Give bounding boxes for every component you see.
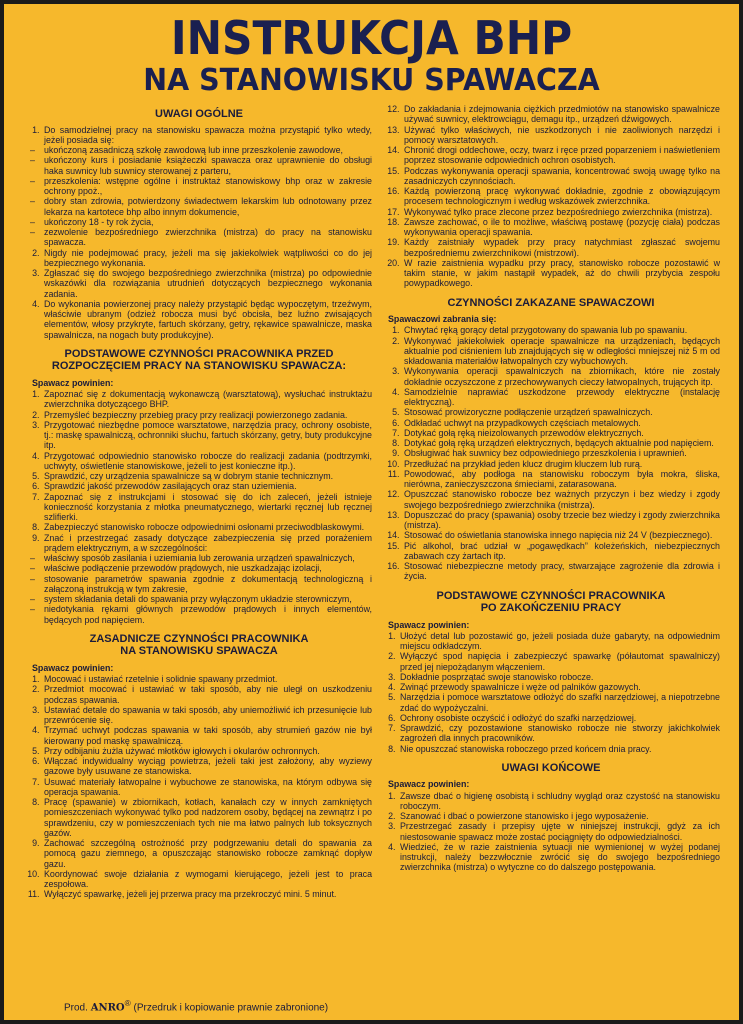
section-lead: Spawaczowi zabrania się: xyxy=(388,314,497,324)
section-heading-general: UWAGI OGÓLNE xyxy=(155,108,243,120)
list-item: 11. Powodować, aby podłoga na stanowisku roboczym była mokra, śliska, nierówna, zanieczyszczona śmieciami, zatarasowana. xyxy=(402,469,720,490)
sublist-item: – ukończony 18 - ty rok życia, xyxy=(42,217,372,227)
list-item: 4. Do wykonania powierzonej pracy należy przystąpić będąc wypoczętym, trzeźwym, właściwie ubranym (odzież robocza musi być obcisła, bez luźno zwisających elementów, włosy przykryte, fartuch skórzany, getry, rękawice spawalnicze, maska spawalnicza, na nogach buty produkcyjne). xyxy=(42,299,372,340)
list-item: 6. Odkładać uchwyt na przypadkowych częściach metalowych. xyxy=(402,418,720,428)
section-heading-after-work: PODSTAWOWE CZYNNOŚCI PRACOWNIKA PO ZAKOŃCZENIU PRACY xyxy=(436,589,666,614)
main-tasks-list-continued xyxy=(382,104,720,289)
list-item: 4. Zwinąć przewody spawalnicze i węże od palników gazowych. xyxy=(398,682,720,692)
main-title: INSTRUKCJA BHP xyxy=(170,11,573,65)
list-item: 14. Stosować do oświetlania stanowiska innego napięcia niż 24 V (bezpiecznego). xyxy=(402,530,720,540)
forbidden-list xyxy=(382,325,720,581)
list-item: 6. Ochrony osobiste oczyścić i odłożyć do szafki narzędziowej. xyxy=(398,713,720,723)
main-tasks-list xyxy=(26,674,372,900)
copyright-note: (Przedruk i kopiowanie prawnie zabronione) xyxy=(133,1002,329,1014)
after-work-list xyxy=(382,631,720,754)
list-item: 15. Pić alkohol, brać udział w „pogawędkach” koleżeńskich, niebezpiecznych zabawach czy żartach itp. xyxy=(402,541,720,562)
list-item: 16. Stosować niebezpieczne metody pracy, stwarzające zagrożenie dla zdrowia i życia. xyxy=(402,561,720,582)
list-item: 16. Każdą powierzoną pracę wykonywać dokładnie, zgodnie z obowiązującym procesem technologicznym i według wskazówek zwierzchnika. xyxy=(402,186,720,207)
section-heading-main-tasks: ZASADNICZE CZYNNOŚCI PRACOWNIKA NA STANOWISKU SPAWACZA xyxy=(89,632,309,658)
list-item: 12. Do zakładania i zdejmowania ciężkich przedmiotów na stanowisko spawalnicze używać suwnicy, elektrowciągu, demagu itp., urządzeń dźwigowych. xyxy=(402,104,720,125)
sublist-item: – właściwy sposób zasilania i uziemiania lub zerowania urządzeń spawalniczych, xyxy=(42,553,372,563)
list-item: 3. Zgłaszać się do swojego bezpośredniego zwierzchnika (mistrza) po odpowiednie wskazówki dla rozwiązania utrudnień dotyczących bezpiecznego wykonania zadania. xyxy=(42,268,372,299)
list-item: 8. Pracę (spawanie) w zbiornikach, kotłach, kanałach czy w innych zamkniętych pomieszczeniach wykonywać tylko pod nadzorem osoby, będącej na zewnątrz i po sprawdzeniu, czy w pomieszczeniach tych nie ma łatwo palnych lub toksycznych gazów. xyxy=(42,797,372,838)
sublist-item: – właściwe podłączenie przewodów prądowych, nie uszkadzając izolacji, xyxy=(42,563,372,573)
electrical-safety-sublist xyxy=(28,553,372,625)
list-item: 13. Dopuszczać do pracy (spawania) osoby trzecie bez wiedzy i zgody zwierzchnika (mistrza). xyxy=(402,510,720,531)
list-item: 5. Stosować prowizoryczne podłączenie urządzeń spawalniczych. xyxy=(402,407,720,417)
list-item: 6. Włączać indywidualny wyciąg powietrza, jeżeli taki jest założony, aby wyziewy gazowe były usuwane ze stanowiska. xyxy=(42,756,372,777)
list-item: 9. Obsługiwać hak suwnicy bez odpowiedniego przeszkolenia i uprawnień. xyxy=(402,448,720,458)
list-item: 13. Używać tylko właściwych, nie uszkodzonych i nie zaoliwionych narzędzi i pomocy warsztatowych. xyxy=(402,125,720,146)
section-lead: Spawacz powinien: xyxy=(388,619,470,630)
list-item: 5. Narzędzia i pomoce warsztatowe odłożyć do szafki narzędziowej, a niepotrzebne zdać do wypożyczalni. xyxy=(398,692,720,713)
list-item: 3. Przestrzegać zasady i przepisy ujęte w niniejszej instrukcji, gdyż za ich niestosowanie spawacz może zostać pociągnięty do odpowiedzialności. xyxy=(398,821,720,842)
registered-mark: ® xyxy=(124,998,131,1008)
sublist-item: – ukończony kurs i posiadanie książeczki spawacza oraz uprawnienie do obsługi haka suwnicy lub suwnicy sterowanej z parteru, xyxy=(42,155,372,176)
safety-instruction-sign xyxy=(4,4,739,1020)
list-item: 17. Wykonywać tylko prace zlecone przez bezpośredniego zwierzchnika (mistrza). xyxy=(402,207,720,217)
sublist-item: – niedotykania rękami głównych przewodów prądowych i innych elementów, będących pod napięciem. xyxy=(42,604,372,625)
list-item: 9. Zachować szczególną ostrożność przy podgrzewaniu detali do spawania za pomocą gazu ziemnego, a opuszczając stanowisko robocze zamknąć dopływ gazu. xyxy=(42,838,372,869)
list-item: 1. Mocować i ustawiać rzetelnie i solidnie spawany przedmiot. xyxy=(42,674,372,684)
list-item: 8. Nie opuszczać stanowiska roboczego przed końcem dnia pracy. xyxy=(398,744,720,754)
list-item: 5. Przy odbijaniu żużla używać młotków igłowych i okularów ochronnych. xyxy=(42,746,372,756)
list-item: 19. Każdy zaistniały wypadek przy pracy natychmiast zgłaszać swojemu bezpośredniemu zwierzchnikowi (mistrzowi). xyxy=(402,237,720,258)
list-item: 1. Zawsze dbać o higienę osobistą i schludny wygląd oraz czystość na stanowisku roboczym. xyxy=(398,791,720,812)
list-item: 10. Przedłużać na przykład jeden klucz drugim kluczem lub rurą. xyxy=(402,459,720,469)
list-item: 6. Sprawdzić jakość przewodów zasilających oraz stan uziemienia. xyxy=(42,481,372,491)
list-item: 2. Wyłączyć spod napięcia i zabezpieczyć spawarkę (półautomat spawalniczy) przed jej niepożądanym włączeniem. xyxy=(398,651,720,672)
section-lead: Spawacz powinien: xyxy=(32,662,114,673)
list-item: 8. Dotykać gołą ręką urządzeń elektrycznych, będących aktualnie pod napięciem. xyxy=(402,438,720,448)
list-item: 5. Sprawdzić, czy urządzenia spawalnicze są w dobrym stanie technicznym. xyxy=(42,471,372,481)
list-item: 10. Koordynować swoje działania z wymogami kierującego, jeżeli jest to praca zespołowa. xyxy=(42,869,372,890)
sublist-item: – dobry stan zdrowia, potwierdzony świadectwem lekarskim lub odnotowany przez lekarza na kartotece bhp albo innym dokumencie, xyxy=(42,196,372,217)
list-item: 1. Chwytać ręką gorący detal przygotowany do spawania lub po spawaniu. xyxy=(402,325,720,335)
list-item: 1. Do samodzielnej pracy na stanowisku spawacza można przystąpić tylko wtedy, jeżeli posiada się: – ukończoną zasadniczą szkołę zawodową lub inne przeszkolenie zawodowe, – ukończony kurs i posiadanie książeczki spawacza oraz uprawnienie do obsługi haka suwnicy lub suwnicy sterowanej z parteru, – przeszkolenia: wstępne ogólne i instruktaż stanowiskowy bhp oraz w zakresie ochrony ppoż., – dobry stan zdrowia, potwierdzony świadectwem lekarskim lub odnotowany przez lekarza na kartotece bhp albo innym dokumencie, – ukończony 18 - ty rok życia, – zezwolenie bezpośredniego zwierzchnika (mistrza) do pracy na stanowisku spawacza. xyxy=(42,125,372,248)
list-item: 12. Opuszczać stanowisko robocze bez ważnych przyczyn i bez wiedzy i zgody swojego bezpośredniego zwierzchnika (mistrza). xyxy=(402,489,720,510)
footer-prefix: Prod. xyxy=(64,1002,88,1014)
list-item: 11. Wyłączyć spawarkę, jeżeli jej przerwa pracy ma przekroczyć mini. 5 minut. xyxy=(42,889,372,899)
section-heading-forbidden: CZYNNOŚCI ZAKAZANE SPAWACZOWI xyxy=(447,296,655,309)
section-heading-final-remarks: UWAGI KOŃCOWE xyxy=(501,761,601,774)
list-item: 7. Usuwać materiały łatwopalne i wybuchowe ze stanowiska, na którym odbywa się operacja spawania. xyxy=(42,777,372,798)
section-lead: Spawacz powinien: xyxy=(32,377,114,388)
list-item: 20. W razie zaistnienia wypadku przy pracy, stanowisko robocze pozostawić w takim stanie, w jakim nastąpił wypadek, aż do chwili przybycia zespołu powypadkowego. xyxy=(402,258,720,289)
right-column xyxy=(382,104,720,873)
general-list xyxy=(26,125,372,340)
list-item: 4. Przygotować odpowiednio stanowisko robocze do realizacji zadania (podtrzymki, uchwyty, oświetlenie stanowiskowe, jeżeli to jest konieczne itp.). xyxy=(42,451,372,472)
producer-footer xyxy=(64,998,328,1013)
list-item: 4. Wiedzieć, że w razie zaistnienia sytuacji nie wymienionej w wyżej podanej instrukcji, należy bezzwłocznie zwrócić się do swojego bezpośredniego zwierzchnika (mistrza) o wytyczne co do dalszego postępowania. xyxy=(398,842,720,873)
list-item: 15. Podczas wykonywania operacji spawania, koncentrować swoją uwagę tylko na zasadniczych czynnościach. xyxy=(402,166,720,187)
list-item: 1. Ułożyć detal lub pozostawić go, jeżeli posiada duże gabaryty, na odpowiednim miejscu odkładczym. xyxy=(398,631,720,652)
section-heading-before-work: PODSTAWOWE CZYNNOŚCI PRACOWNIKA PRZED ROZPOCZĘCIEM PRACY NA STANOWISKU SPAWACZA: xyxy=(51,347,347,373)
list-item: 3. Dokładnie posprzątać swoje stanowisko robocze. xyxy=(398,672,720,682)
sublist-item: – stosowanie parametrów spawania zgodnie z dokumentacją technologiczną i załączoną instrukcją w tym zakresie, xyxy=(42,574,372,595)
list-item: 2. Nigdy nie podejmować pracy, jeżeli ma się jakiekolwiek wątpliwości co do jej bezpiecznego wykonania. xyxy=(42,248,372,269)
final-remarks-list xyxy=(382,791,720,873)
subtitle: NA STANOWISKU SPAWACZA xyxy=(143,63,600,98)
list-item: 9. Znać i przestrzegać zasady dotyczące zabezpieczenia się przed porażeniem prądem elektrycznym, a w szczególności: – właściwy sposób zasilania i uziemiania lub zerowania urządzeń spawalniczych, – właściwe podłączenie przewodów prądowych, nie uszkadzając izolacji, – stosowanie parametrów spawania zgodnie z dokumentacją technologiczną i załączoną instrukcją w tym zakresie, – system składania detali do spawania przy wyłączonym układzie sterowniczym, – niedotykania rękami głównych przewodów prądowych i innych elementów, będących pod napięciem. xyxy=(42,533,372,625)
brand-logo: ANRO xyxy=(90,1002,125,1014)
requirements-sublist xyxy=(28,145,372,248)
list-item: 1. Zapoznać się z dokumentacją wykonawczą (warsztatową), wysłuchać instruktażu zwierzchnika dotyczącego BHP. xyxy=(42,389,372,410)
list-item: 4. Samodzielnie naprawiać uszkodzone przewody elektryczne (instalację elektryczną). xyxy=(402,387,720,408)
list-item: 3. Wykonywania operacji spawalniczych na zbiornikach, które nie zostały dokładnie oczyszczone z przechowywanych cieczy łatwopalnych, trujących itp. xyxy=(402,366,720,387)
list-item: 3. Przygotować niezbędne pomoce warsztatowe, narzędzia pracy, ochrony osobiste, tj.: maskę spawalniczą, ochronniki słuchu, fartuch skórzany, getry, buty produkcyjne itp. xyxy=(42,420,372,451)
list-item: 7. Sprawdzić, czy pozostawione stanowisko robocze nie stworzy jakichkolwiek zagrożeń dla innych pracowników. xyxy=(398,723,720,744)
list-item: 14. Chronić drogi oddechowe, oczy, twarz i ręce przed poparzeniem i naświetleniem poprzez stosowanie odpowiednich ochron osobistych. xyxy=(402,145,720,166)
list-item: 2. Szanować i dbać o powierzone stanowisko i jego wyposażenie. xyxy=(398,811,720,821)
list-item: 3. Ustawiać detale do spawania w taki sposób, aby uniemożliwić ich przesunięcie lub przewrócenie się. xyxy=(42,705,372,726)
before-work-list xyxy=(26,389,372,625)
list-item: 8. Zabezpieczyć stanowisko robocze odpowiednimi osłonami przeciwodblaskowymi. xyxy=(42,522,372,532)
sublist-item: – zezwolenie bezpośredniego zwierzchnika (mistrza) do pracy na stanowisku spawacza. xyxy=(42,227,372,248)
sublist-item: – ukończoną zasadniczą szkołę zawodową lub inne przeszkolenie zawodowe, xyxy=(42,145,372,155)
list-item: 18. Zawsze zachować, o ile to możliwe, właściwą postawę (pozycję ciała) podczas wykonywania operacji spawania. xyxy=(402,217,720,238)
list-item: 7. Dotykać gołą ręką nieizolowanych przewodów elektrycznych. xyxy=(402,428,720,438)
list-item: 4. Trzymać uchwyt podczas spawania w taki sposób, aby strumień gazów nie był kierowany pod maskę spawalniczą. xyxy=(42,725,372,746)
list-item: 7. Zapoznać się z instrukcjami i stosować się do ich zaleceń, jeżeli istnieje konieczność korzystania z młotka pneumatycznego, wiertarki ręcznej lub ręcznej szlifierki. xyxy=(42,492,372,523)
sublist-item: – przeszkolenia: wstępne ogólne i instruktaż stanowiskowy bhp oraz w zakresie ochrony ppoż., xyxy=(42,176,372,197)
list-item: 2. Przemyśleć bezpieczny przebieg pracy przy realizacji powierzonego zadania. xyxy=(42,410,372,420)
sublist-item: – system składania detali do spawania przy wyłączonym układzie sterowniczym, xyxy=(42,594,372,604)
left-column xyxy=(26,104,372,900)
list-item: 2. Przedmiot mocować i ustawiać w taki sposób, aby nie uległ on uszkodzeniu podczas spawania. xyxy=(42,684,372,705)
list-item: 2. Wykonywać jakiekolwiek operacje spawalnicze na urządzeniach, będących aktualnie pod ciśnieniem lub znajdujących się w odległości mniejszej niż 5 m od składowania materiałów łatwopalnych czy wybuchowych. xyxy=(402,336,720,367)
section-lead: Spawacz powinien: xyxy=(388,779,470,790)
